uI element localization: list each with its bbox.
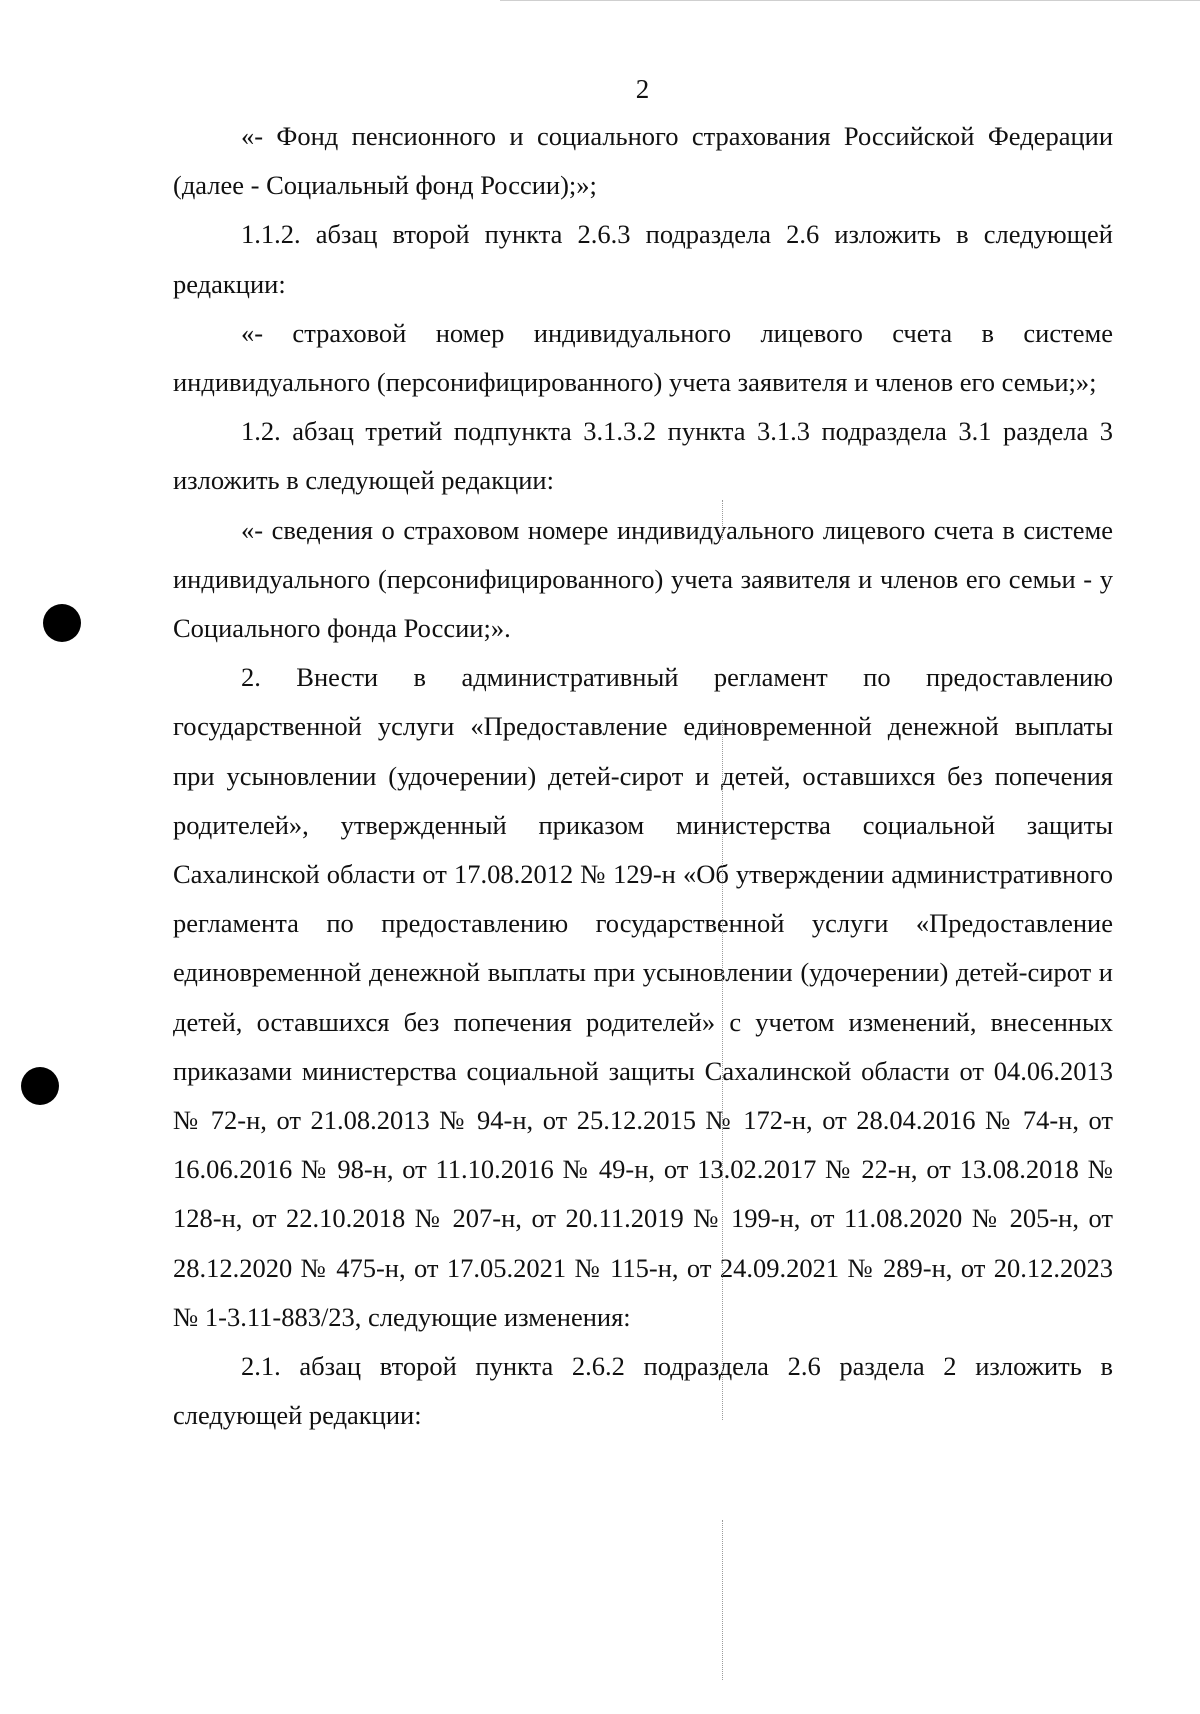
paragraph-insurance-info: «- сведения о страховом номере индивидуального лицевого счета в системе индивидуального (персонифицированного) учета заявителя и членов его семьи - у Социального фонда России;». [173, 514, 1113, 644]
punch-hole-mark [43, 604, 81, 642]
scan-fold-line [722, 1520, 723, 1680]
page-number: 2 [635, 74, 650, 104]
paragraph-2-1: 2.1. абзац второй пункта 2.6.2 подраздела 2.6 раздела 2 изложить в следующей редакции: [173, 1351, 1113, 1431]
scan-edge-line [500, 0, 1200, 1]
paragraph-1-1-2: 1.1.2. абзац второй пункта 2.6.3 подраздела 2.6 изложить в следующей редакции: [173, 219, 1113, 299]
punch-hole-mark [21, 1067, 59, 1105]
paragraph-insurance-number: «- страховой номер индивидуального лицевого счета в системе индивидуального (персонифицированного) учета заявителя и членов его семьи;»; [173, 317, 1113, 398]
paragraph-1-2: 1.2. абзац третий подпункта 3.1.3.2 пункта 3.1.3 подраздела 3.1 раздела 3 изложить в следующей редакции: [173, 416, 1113, 496]
scan-fold-line [722, 720, 723, 1420]
paragraph-2: 2. Внести в административный регламент по предоставлению государственной услуги «Предоставление единовременной денежной выплаты при усыновлении (удочерении) детей-сирот и детей, оставшихся без попечения родителей», утвержденный приказом министерства социальной защиты Сахалинской области от 17.08.2012 № 129-н «Об утверждении административного регламента по предоставлению государственной услуги «Предоставление единовременной денежной выплаты при усыновлении (удочерении) детей-сирот и детей, оставшихся без попечения родителей» с учетом изменений, внесенных приказами министерства социальной защиты Сахалинской области от 04.06.2013 № 72-н, от 21.08.2013 № 94-н, от 25.12.2015 № 172-н, от 28.04.2016 № 74-н, от 16.06.2016 № 98-н, от 11.10.2016 № 49-н, от 13.02.2017 № 22-н, от 13.08.2018 № 128-н, от 22.10.2018 № 207-н, от 20.11.2019 № 199-н, от 11.08.2020 № 205-н, от 28.12.2020 № 475-н, от 17.05.2021 № 115-н, от 24.09.2021 № 289-н, от 20.12.2023 № 1-3.11-883/23, следующие изменения: [173, 662, 1113, 1332]
paragraph-fund-definition: «- Фонд пенсионного и социального страхования Российской Федерации (далее - Социальный фонд России);»; [173, 121, 1113, 201]
scan-fold-line [722, 500, 723, 540]
document-body [173, 112, 1113, 1440]
